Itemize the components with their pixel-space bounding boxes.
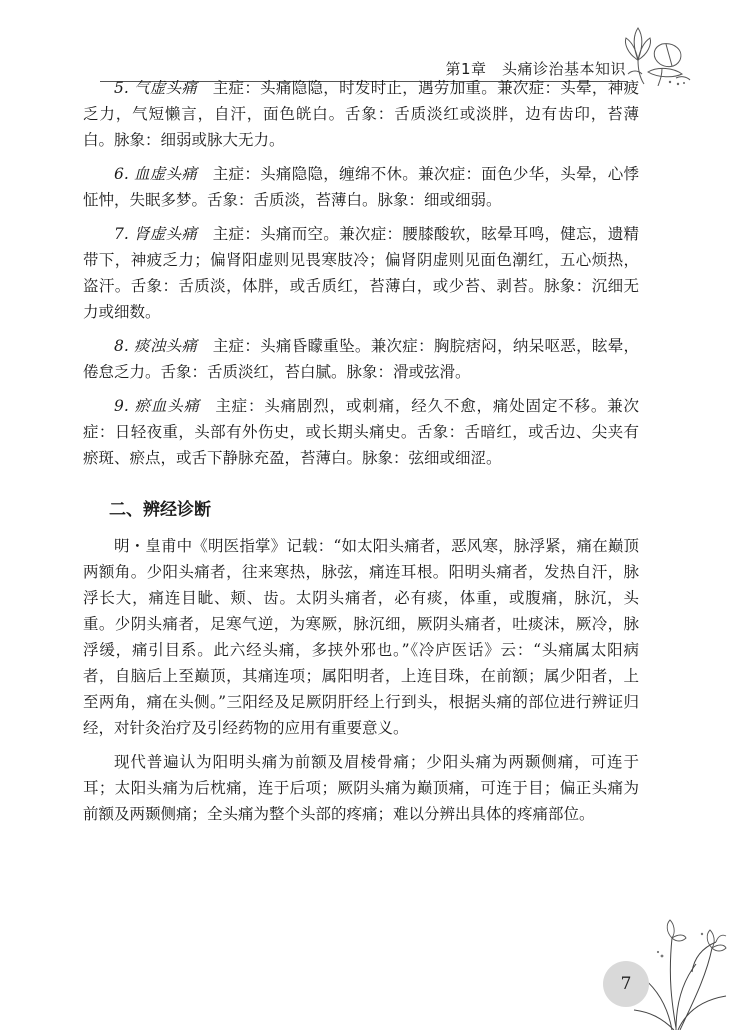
syndrome-title: 7. 肾虚头痛 [114,225,198,243]
syndrome-paragraph [83,393,639,471]
section-heading: 二、辨经诊断 [109,500,211,520]
syndrome-title: 6. 血虚头痛 [114,165,198,183]
syndrome-text: 主症：头痛隐隐，缠绵不休。兼次症：面色少华，头晕，心悸怔忡，失眠多梦。舌象：舌质淡，苔薄白。脉象：细或细弱。 [83,165,639,209]
body-paragraph: 明・皇甫中《明医指掌》记载：“如太阳头痛者，恶风寒，脉浮紧，痛在巅顶两额角。少阳头痛者，往来寒热，脉弦，痛连耳根。阳明头痛者，发热自汗，脉浮长大，痛连目眦、颊、齿。太阴头痛者，必有痰，体重，或腹痛，脉沉，头重。少阴头痛者，足寒气逆，为寒厥，脉沉细，厥阴头痛者，吐痰沫，厥冷，脉浮缓，痛引目系。此六经头痛，多挟外邪也。”《冷庐医话》云：“头痛属太阳病者，自脑后上至巅顶，其痛连项；属阳明者，上连目珠，在前额；属少阳者，上至两角，痛在头侧。”三阳经及足厥阴肝经上行到头，根据头痛的部位进行辨证归经，对针灸治疗及引经药物的应用有重要意义。 [83,537,639,737]
syndrome-text: 主症：头痛昏矇重坠。兼次症：胸脘痞闷，纳呆呕恶，眩晕，倦怠乏力。舌象：舌质淡红，苔白腻。脉象：滑或弦滑。 [83,337,639,381]
syndrome-text: 主症：头痛剧烈，或刺痛，经久不愈，痛处固定不移。兼次症：日轻夜重，头部有外伤史，或长期头痛史。舌象：舌暗红，或舌边、尖夹有瘀斑、瘀点，或舌下静脉充盈，苔薄白。脉象：弦细或细涩。 [83,397,639,467]
syndrome-paragraph [83,221,639,325]
chapter-title: 第1章 头痛诊治基本知识 [445,60,626,78]
orchid-ornament-icon [632,908,730,1030]
syndrome-text: 主症：头痛而空。兼次症：腰膝酸软，眩晕耳鸣，健忘，遗精带下，神疲乏力；偏肾阳虚则见畏寒肢冷；偏肾阴虚则见面色潮红，五心烦热，盗汗。舌象：舌质淡，体胖，或舌质红，苔薄白，或少苔、剥苔。脉象：沉细无力或细数。 [83,225,639,321]
syndrome-title: 8. 痰浊头痛 [114,337,198,355]
syndrome-paragraph [83,75,639,153]
page-body [83,75,639,827]
syndrome-text: 主症：头痛隐隐，时发时止，遇劳加重。兼次症：头晕，神疲乏力，气短懒言，自汗，面色㿠白。舌象：舌质淡红或淡胖，边有齿印，苔薄白。脉象：细弱或脉大无力。 [83,79,639,149]
body-paragraph: 现代普遍认为阳明头痛为前额及眉棱骨痛；少阳头痛为两颞侧痛，可连于耳；太阳头痛为后枕痛，连于后项；厥阴头痛为巅顶痛，可连于目；偏正头痛为前额及两颞侧痛；全头痛为整个头部的疼痛；难以分辨出具体的疼痛部位。 [83,753,639,823]
syndrome-paragraph [83,333,639,385]
syndrome-title: 5. 气虚头痛 [114,79,198,97]
syndrome-title: 9. 瘀血头痛 [114,397,200,415]
page-number: 7 [603,961,649,1007]
syndrome-paragraph [83,161,639,213]
